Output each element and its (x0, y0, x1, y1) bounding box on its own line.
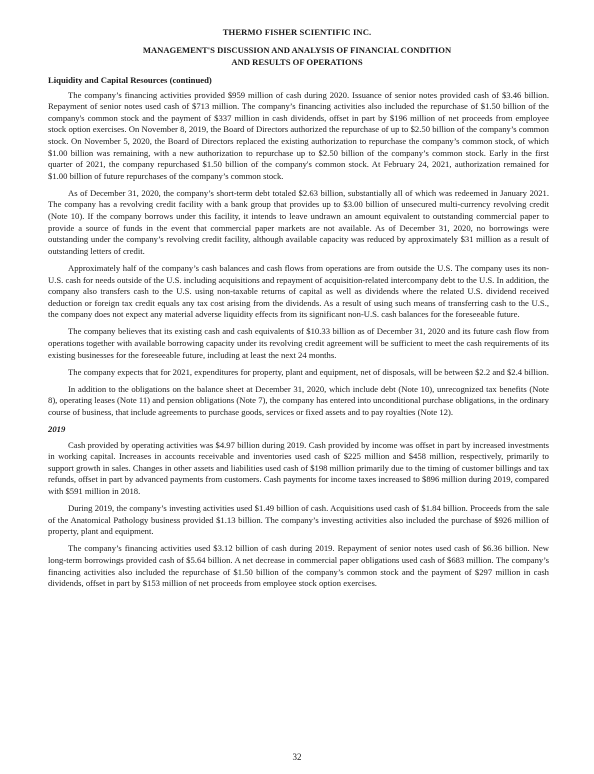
report-title-line-1: MANAGEMENT'S DISCUSSION AND ANALYSIS OF FINANCIAL CONDITION (142, 45, 452, 55)
paragraph-operating-2019: Cash provided by operating activities was $4.97 billion during 2019. Cash provided by income was offset in part by increased investments in working capital. Increases in accounts receivable and inventories used cash of $225 million and $458 million, respectively, primarily to support growth in sales. Changes in other assets and liabilities used cash of $198 million primarily due to the timing of customer billings and tax refunds, offset in part by advanced payments from customers. Cash payments for income taxes increased to $896 million during 2019, compared with $591 million in 2018. (48, 439, 549, 496)
paragraph-cash-sufficiency: The company believes that its existing cash and cash equivalents of $10.33 billion as of December 31, 2020 and its future cash flow from operations together with available borrowing capacity under its revolving credit agreement will be sufficient to meet the cash requirements of its existing businesses for the foreseeable future, including at least the next 24 months. (48, 326, 549, 360)
section-heading: Liquidity and Capital Resources (continued) (48, 75, 212, 85)
paragraph-investing-2019: During 2019, the company’s investing activities used $1.49 billion of cash. Acquisitions used cash of $1.84 billion. Proceeds from the sale of the Anatomical Pathology business provided $1.13 billion. The company’s investing activities also included the purchase of $926 million of property, plant and equipment. (48, 503, 549, 537)
paragraph-capex-2021: The company expects that for 2021, expenditures for property, plant and equipment, net of disposals, will be between $2.2 and $2.4 billion. (68, 366, 549, 377)
report-title (0, 45, 594, 68)
company-name: THERMO FISHER SCIENTIFIC INC. (222, 27, 372, 37)
page-number: 32 (292, 752, 302, 762)
year-heading: 2019 (48, 424, 66, 435)
paragraph-short-term-debt: As of December 31, 2020, the company’s short-term debt totaled $2.63 billion, substantially all of which was redeemed in January 2021. The company has a revolving credit facility with a bank group that provides up to $3.00 billion of unsecured multi-currency revolving credit (Note 10). If the company borrows under this facility, it intends to leave undrawn an amount equivalent to outstanding commercial paper to provide a source of funds in the event that commercial paper markets are not available. As of December 31, 2020, no borrowings were outstanding under the company’s revolving credit facility, although available capacity was reduced by approximately $31 million as a result of outstanding letters of credit. (48, 187, 549, 256)
report-title-line-2: AND RESULTS OF OPERATIONS (231, 56, 363, 67)
document-body (48, 75, 549, 595)
paragraph-financing-2019: The company’s financing activities used $3.12 billion of cash during 2019. Repayment of senior notes used cash of $6.36 billion. New long-term borrowings provided cash of $5.64 billion. A net decrease in commercial paper obligations used cash of $683 million. The company’s financing activities also included the repurchase of $1.50 billion of the company’s common stock and the payment of $297 million in cash dividends, offset in part by $153 million of net proceeds from employee stock option exercises. (48, 543, 549, 589)
paragraph-obligations: In addition to the obligations on the balance sheet at December 31, 2020, which include debt (Note 10), unrecognized tax benefits (Note 8), operating leases (Note 11) and pension obligations (Note 7), the company has entered into unconditional purchase obligations, in the ordinary course of business, that include agreements to purchase goods, services or fixed assets and to pay royalties (Note 12). (48, 383, 549, 417)
paragraph-non-us-cash: Approximately half of the company’s cash balances and cash flows from operations are from outside the U.S. The company uses its non-U.S. cash for needs outside of the U.S. including acquisitions and repayment of acquisition-related intercompany debt to the U.S. In addition, the company also transfers cash to the U.S. using non-taxable returns of capital as well as dividends where the related U.S. dividend received deduction or foreign tax credit equals any tax cost arising from the dividends. As a result of using such means of transferring cash to the U.S., the company does not expect any material adverse liquidity effects from its significant non-U.S. cash balances for the foreseeable future. (48, 262, 549, 320)
paragraph-financing-2020: The company’s financing activities provided $959 million of cash during 2020. Issuance of senior notes provided cash of $3.46 billion. Repayment of senior notes used cash of $713 million. The company’s financing activities also included the repurchase of $1.50 billion of the company's common stock and the payment of $337 million in cash dividends, offset in part by $196 million of net proceeds from employee stock option exercises. On November 8, 2019, the Board of Directors authorized the repurchase of up to $2.50 billion of the company’s common stock. On November 5, 2020, the Board of Directors replaced the existing authorization to repurchase the company’s common stock, of which $1.00 billion was remaining, with a new authorization to repurchase up to $2.50 billion of the company’s common stock. Early in the first quarter of 2021, the company repurchased $1.50 billion of the company's common stock. At February 24, 2021, authorization remained for $1.00 billion of future repurchases of the company’s common stock. (48, 89, 549, 181)
